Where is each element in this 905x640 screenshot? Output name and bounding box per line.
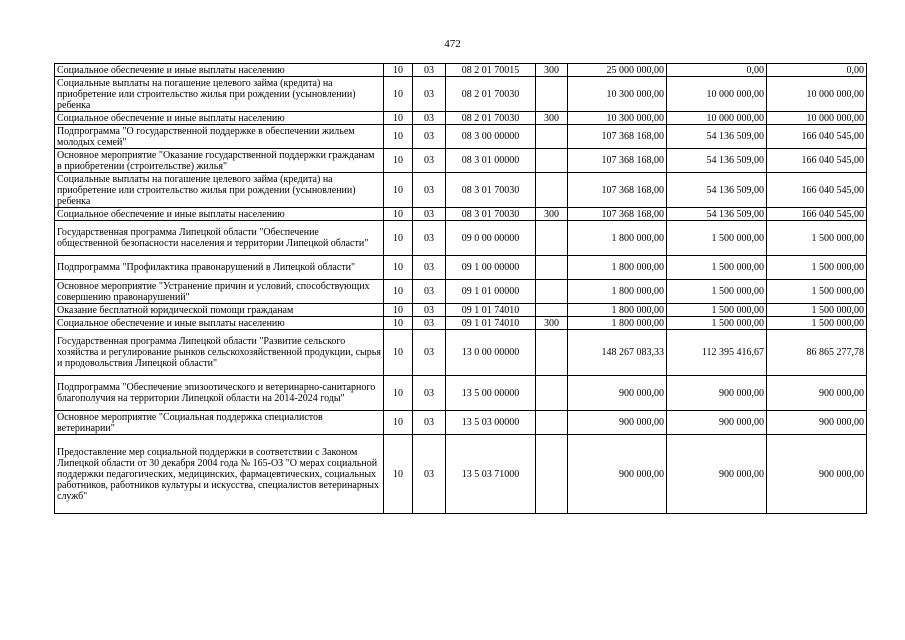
cell-name: Социальное обеспечение и иные выплаты населению (55, 112, 384, 125)
cell-amount-1: 1 800 000,00 (568, 317, 667, 330)
table-row (55, 256, 867, 280)
cell-expense-type (536, 77, 568, 112)
table-row (55, 112, 867, 125)
cell-expense-type: 300 (536, 317, 568, 330)
cell-amount-2: 54 136 509,00 (667, 149, 767, 173)
cell-name: Оказание бесплатной юридической помощи гражданам (55, 304, 384, 317)
cell-subsection: 03 (413, 376, 446, 411)
cell-name: Социальное обеспечение и иные выплаты населению (55, 317, 384, 330)
cell-target-article: 08 3 01 70030 (446, 173, 536, 208)
cell-section: 10 (384, 304, 413, 317)
cell-amount-2: 54 136 509,00 (667, 173, 767, 208)
budget-table (54, 63, 867, 514)
cell-amount-3: 1 500 000,00 (767, 221, 867, 256)
cell-amount-1: 1 800 000,00 (568, 280, 667, 304)
cell-amount-2: 1 500 000,00 (667, 256, 767, 280)
cell-name: Подпрограмма "Профилактика правонарушений в Липецкой области" (55, 256, 384, 280)
cell-expense-type (536, 435, 568, 514)
cell-amount-1: 1 800 000,00 (568, 221, 667, 256)
cell-amount-2: 1 500 000,00 (667, 304, 767, 317)
cell-amount-3: 900 000,00 (767, 376, 867, 411)
table-row (55, 125, 867, 149)
cell-amount-1: 107 368 168,00 (568, 125, 667, 149)
cell-target-article: 13 5 03 00000 (446, 411, 536, 435)
cell-target-article: 09 1 01 74010 (446, 317, 536, 330)
cell-subsection: 03 (413, 112, 446, 125)
table-row (55, 77, 867, 112)
cell-section: 10 (384, 376, 413, 411)
cell-section: 10 (384, 280, 413, 304)
cell-amount-2: 112 395 416,67 (667, 330, 767, 376)
cell-target-article: 08 2 01 70030 (446, 77, 536, 112)
cell-amount-3: 0,00 (767, 64, 867, 77)
cell-expense-type: 300 (536, 112, 568, 125)
table-body (55, 64, 867, 514)
cell-amount-3: 86 865 277,78 (767, 330, 867, 376)
cell-name: Основное мероприятие "Устранение причин и условий, способствующих совершению правонарушений" (55, 280, 384, 304)
cell-subsection: 03 (413, 221, 446, 256)
cell-amount-2: 0,00 (667, 64, 767, 77)
cell-expense-type (536, 376, 568, 411)
cell-name: Социальное обеспечение и иные выплаты населению (55, 208, 384, 221)
cell-amount-1: 900 000,00 (568, 411, 667, 435)
cell-subsection: 03 (413, 435, 446, 514)
cell-target-article: 08 3 01 00000 (446, 149, 536, 173)
cell-target-article: 13 5 03 71000 (446, 435, 536, 514)
cell-section: 10 (384, 330, 413, 376)
cell-name: Подпрограмма "Обеспечение эпизоотического и ветеринарно-санитарного благополучия на территории Липецкой области на 2014-2024 годы" (55, 376, 384, 411)
cell-amount-3: 166 040 545,00 (767, 173, 867, 208)
cell-subsection: 03 (413, 317, 446, 330)
table-row (55, 376, 867, 411)
cell-target-article: 13 5 00 00000 (446, 376, 536, 411)
cell-amount-3: 1 500 000,00 (767, 256, 867, 280)
cell-name: Государственная программа Липецкой области "Обеспечение общественной безопасности населения и территории Липецкой области" (55, 221, 384, 256)
cell-target-article: 08 3 00 00000 (446, 125, 536, 149)
cell-section: 10 (384, 317, 413, 330)
table-row (55, 64, 867, 77)
cell-expense-type (536, 149, 568, 173)
cell-target-article: 09 0 00 00000 (446, 221, 536, 256)
cell-expense-type (536, 304, 568, 317)
cell-amount-2: 1 500 000,00 (667, 280, 767, 304)
cell-amount-2: 1 500 000,00 (667, 221, 767, 256)
table-row (55, 435, 867, 514)
cell-amount-3: 166 040 545,00 (767, 125, 867, 149)
cell-target-article: 08 2 01 70030 (446, 112, 536, 125)
cell-subsection: 03 (413, 256, 446, 280)
cell-name: Социальные выплаты на погашение целевого займа (кредита) на приобретение или строительство жилья при рождении (усыновлении) ребенка (55, 173, 384, 208)
cell-amount-1: 900 000,00 (568, 376, 667, 411)
cell-name: Основное мероприятие "Социальная поддержка специалистов ветеринарии" (55, 411, 384, 435)
cell-section: 10 (384, 112, 413, 125)
cell-amount-1: 900 000,00 (568, 435, 667, 514)
cell-expense-type (536, 221, 568, 256)
table-row (55, 149, 867, 173)
table-row (55, 304, 867, 317)
cell-subsection: 03 (413, 208, 446, 221)
cell-amount-3: 10 000 000,00 (767, 112, 867, 125)
cell-expense-type (536, 280, 568, 304)
cell-section: 10 (384, 411, 413, 435)
cell-name: Основное мероприятие "Оказание государственной поддержки гражданам в приобретении (строительстве) жилья" (55, 149, 384, 173)
cell-amount-2: 900 000,00 (667, 435, 767, 514)
cell-expense-type: 300 (536, 64, 568, 77)
table-row (55, 208, 867, 221)
cell-section: 10 (384, 435, 413, 514)
cell-subsection: 03 (413, 77, 446, 112)
cell-subsection: 03 (413, 149, 446, 173)
page-number: 472 (444, 38, 461, 50)
cell-section: 10 (384, 125, 413, 149)
cell-subsection: 03 (413, 125, 446, 149)
cell-target-article: 08 2 01 70015 (446, 64, 536, 77)
cell-amount-2: 10 000 000,00 (667, 112, 767, 125)
cell-amount-1: 25 000 000,00 (568, 64, 667, 77)
cell-expense-type (536, 173, 568, 208)
cell-amount-3: 1 500 000,00 (767, 280, 867, 304)
cell-section: 10 (384, 221, 413, 256)
cell-subsection: 03 (413, 411, 446, 435)
cell-amount-1: 107 368 168,00 (568, 173, 667, 208)
cell-target-article: 08 3 01 70030 (446, 208, 536, 221)
cell-amount-2: 54 136 509,00 (667, 208, 767, 221)
cell-expense-type: 300 (536, 208, 568, 221)
cell-amount-3: 10 000 000,00 (767, 77, 867, 112)
cell-amount-1: 10 300 000,00 (568, 77, 667, 112)
table-row (55, 221, 867, 256)
cell-subsection: 03 (413, 64, 446, 77)
cell-name: Социальное обеспечение и иные выплаты населению (55, 64, 384, 77)
cell-section: 10 (384, 149, 413, 173)
table-row (55, 173, 867, 208)
table-row (55, 280, 867, 304)
cell-amount-3: 900 000,00 (767, 411, 867, 435)
cell-amount-3: 1 500 000,00 (767, 317, 867, 330)
cell-section: 10 (384, 256, 413, 280)
cell-expense-type (536, 125, 568, 149)
cell-section: 10 (384, 64, 413, 77)
cell-amount-2: 10 000 000,00 (667, 77, 767, 112)
cell-amount-1: 107 368 168,00 (568, 208, 667, 221)
cell-expense-type (536, 411, 568, 435)
cell-amount-2: 900 000,00 (667, 376, 767, 411)
cell-amount-1: 10 300 000,00 (568, 112, 667, 125)
table-row (55, 411, 867, 435)
cell-target-article: 09 1 01 00000 (446, 280, 536, 304)
cell-amount-1: 148 267 083,33 (568, 330, 667, 376)
cell-name: Предоставление мер социальной поддержки в соответствии с Законом Липецкой области от 30 декабря 2004 года № 165-ОЗ "О мерах социальной поддержки педагогических, медицинских, фармацевтических, социальных работников, работников культуры и искусства, специалистов ветеринарных служб" (55, 435, 384, 514)
table-row (55, 330, 867, 376)
table-row (55, 317, 867, 330)
cell-target-article: 09 1 00 00000 (446, 256, 536, 280)
cell-amount-3: 166 040 545,00 (767, 149, 867, 173)
cell-amount-3: 166 040 545,00 (767, 208, 867, 221)
cell-name: Социальные выплаты на погашение целевого займа (кредита) на приобретение или строительство жилья при рождении (усыновлении) ребенка (55, 77, 384, 112)
cell-name: Государственная программа Липецкой области "Развитие сельского хозяйства и регулирование рынков сельскохозяйственной продукции, сырья и продовольствия Липецкой области" (55, 330, 384, 376)
cell-target-article: 13 0 00 00000 (446, 330, 536, 376)
cell-amount-2: 1 500 000,00 (667, 317, 767, 330)
cell-subsection: 03 (413, 173, 446, 208)
cell-subsection: 03 (413, 304, 446, 317)
cell-subsection: 03 (413, 280, 446, 304)
cell-amount-1: 107 368 168,00 (568, 149, 667, 173)
cell-amount-3: 900 000,00 (767, 435, 867, 514)
cell-target-article: 09 1 01 74010 (446, 304, 536, 317)
cell-expense-type (536, 330, 568, 376)
cell-expense-type (536, 256, 568, 280)
cell-section: 10 (384, 208, 413, 221)
cell-name: Подпрограмма "О государственной поддержке в обеспечении жильем молодых семей" (55, 125, 384, 149)
cell-amount-2: 54 136 509,00 (667, 125, 767, 149)
cell-section: 10 (384, 173, 413, 208)
cell-amount-1: 1 800 000,00 (568, 256, 667, 280)
cell-amount-1: 1 800 000,00 (568, 304, 667, 317)
cell-amount-2: 900 000,00 (667, 411, 767, 435)
cell-subsection: 03 (413, 330, 446, 376)
cell-amount-3: 1 500 000,00 (767, 304, 867, 317)
cell-section: 10 (384, 77, 413, 112)
